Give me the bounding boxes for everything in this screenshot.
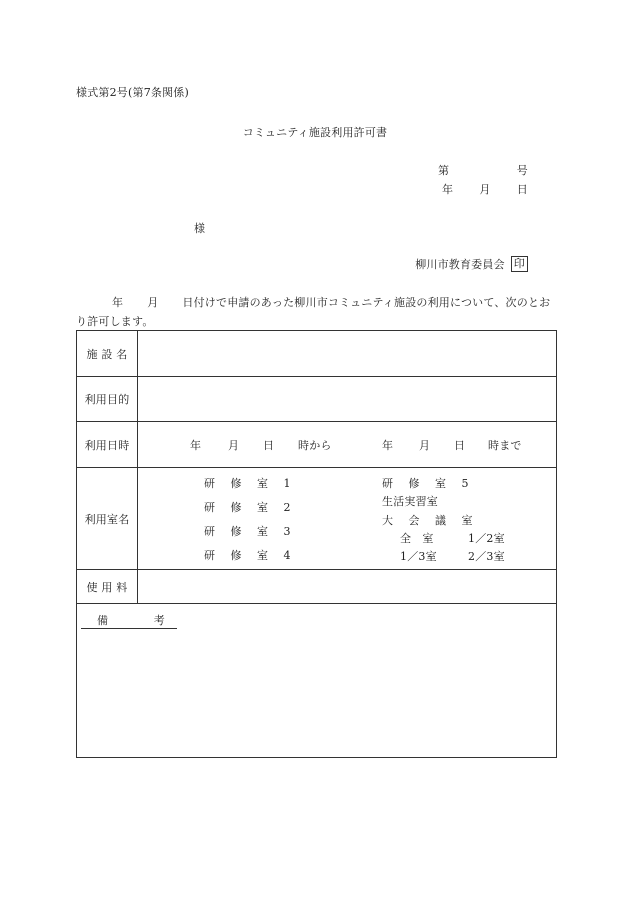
fee-label: 使 用 料: [77, 570, 138, 604]
document-number: [438, 162, 528, 178]
intro-year: 年: [112, 296, 124, 309]
remarks-label: [81, 612, 177, 629]
room-option[interactable]: 生活実習室: [382, 494, 438, 508]
rooms-label: 利用室名: [77, 468, 138, 570]
from-month: 月: [228, 438, 240, 452]
room-option[interactable]: 研 修 室 2: [204, 500, 297, 514]
dates-value[interactable]: [138, 422, 557, 468]
room-option[interactable]: 大 会 議 室: [382, 513, 479, 527]
document-title: コミュニティ施設利用許可書: [242, 126, 388, 139]
date-month: 月: [479, 183, 491, 196]
to-suffix: 時まで: [488, 438, 522, 452]
date-day: 日: [516, 183, 528, 196]
remarks-row: [77, 604, 557, 758]
intro-paragraph: [76, 293, 556, 331]
rooms-row: [77, 468, 557, 570]
fee-row: [77, 570, 557, 604]
rooms-value: [138, 468, 557, 570]
room-option[interactable]: 全 室: [400, 531, 434, 545]
to-day: 日: [454, 438, 466, 452]
room-option[interactable]: 研 修 室 1: [204, 476, 297, 490]
room-option[interactable]: 研 修 室 3: [204, 524, 297, 538]
remarks-value[interactable]: [77, 604, 557, 758]
purpose-row: [77, 377, 557, 422]
document-number-go: 号: [516, 164, 528, 177]
permit-table: [76, 330, 557, 758]
issuer: [415, 256, 528, 272]
intro-body: 日付けで申請のあった柳川市コミュニティ施設の利用について、次のとおり許可します。: [76, 296, 551, 328]
remarks-label-1: 備: [97, 614, 109, 627]
remarks-label-2: 考: [153, 614, 165, 627]
form-number: 様式第2号(第7条関係): [76, 86, 189, 99]
date-year: 年: [442, 183, 454, 196]
addressee-suffix: 様: [194, 222, 206, 235]
purpose-label: 利用目的: [77, 377, 138, 422]
room-option[interactable]: 1／3室: [400, 549, 437, 563]
to-month: 月: [419, 438, 431, 452]
issuer-name: 柳川市教育委員会: [415, 258, 505, 271]
to-year: 年: [382, 438, 394, 452]
facility-row: [77, 331, 557, 377]
intro-month: 月: [147, 296, 159, 309]
seal-mark: 印: [511, 256, 528, 272]
from-day: 日: [263, 438, 275, 452]
room-option[interactable]: 1／2室: [468, 531, 505, 545]
document-number-dai: 第: [438, 164, 450, 177]
facility-label: 施 設 名: [77, 331, 138, 377]
from-suffix: 時から: [298, 438, 332, 452]
room-option[interactable]: 2／3室: [468, 549, 505, 563]
document-date: [442, 181, 528, 197]
room-option[interactable]: 研 修 室 5: [382, 476, 475, 490]
dates-row: [77, 422, 557, 468]
facility-value[interactable]: [138, 331, 557, 377]
room-option[interactable]: 研 修 室 4: [204, 548, 297, 562]
purpose-value[interactable]: [138, 377, 557, 422]
from-year: 年: [190, 438, 202, 452]
dates-label: 利用日時: [77, 422, 138, 468]
fee-value[interactable]: [138, 570, 557, 604]
